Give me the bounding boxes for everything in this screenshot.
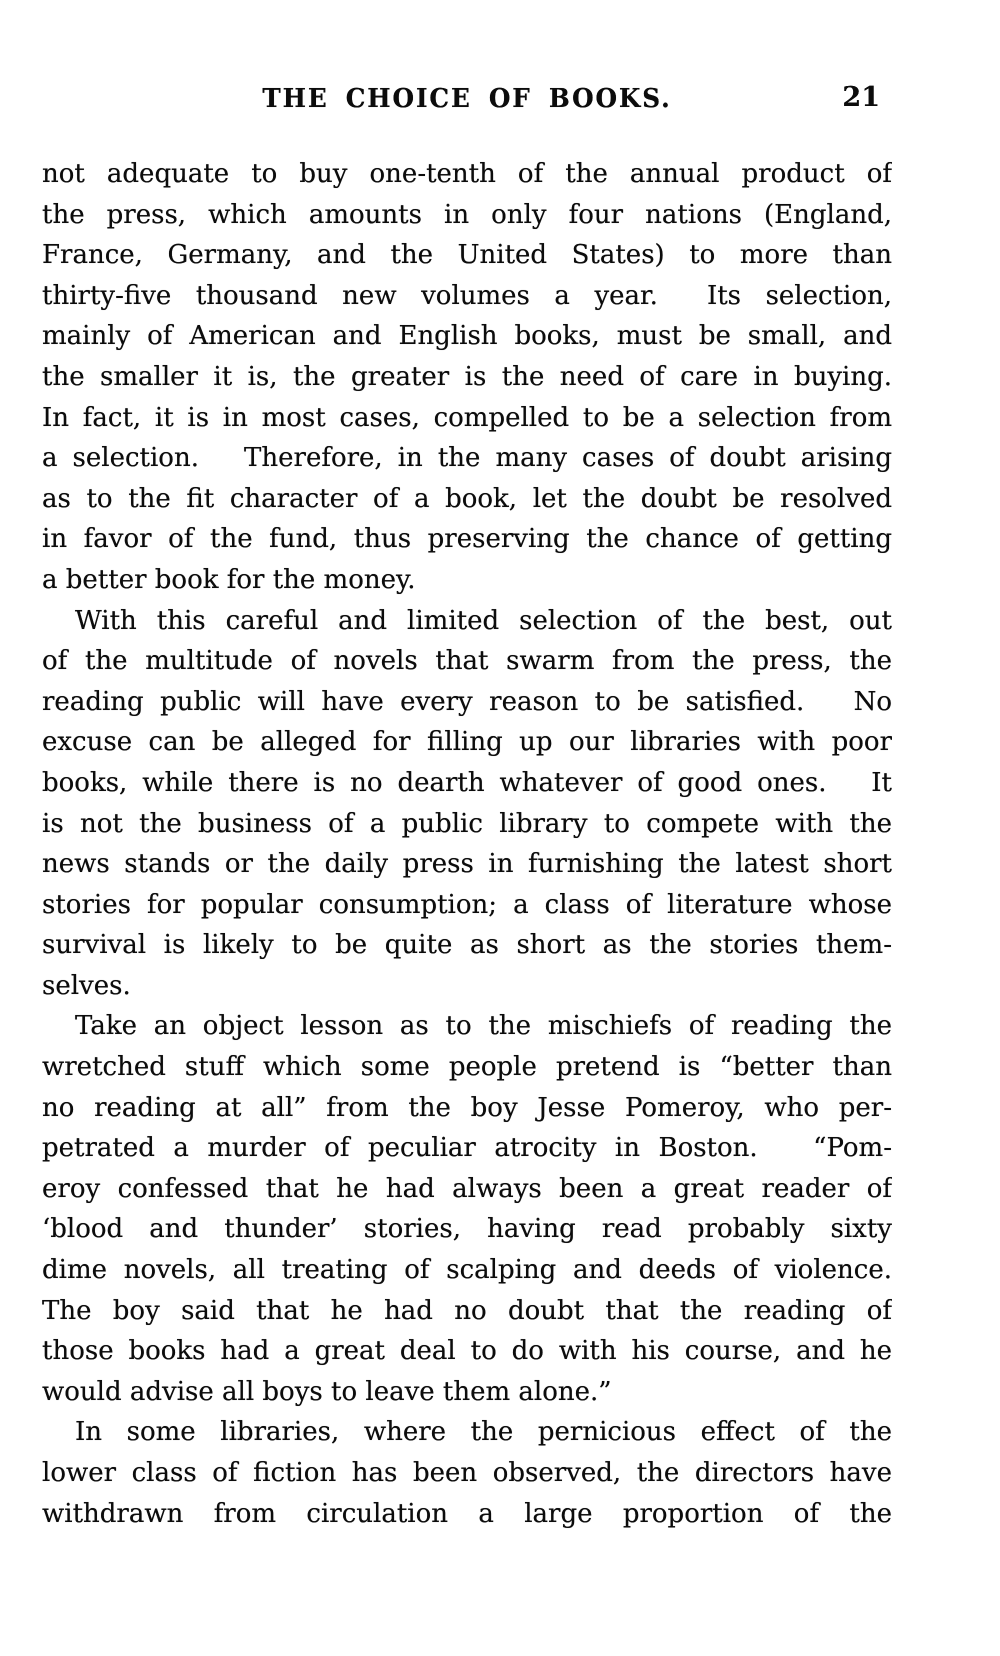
text-line: France, Germany, and the United States) to more than (42, 240, 892, 271)
paragraph (42, 1006, 892, 1412)
text-line: survival is likely to be quite as short as the stories them- (42, 930, 892, 961)
text-line: is not the business of a public library to compete with the (42, 808, 892, 839)
page-text (42, 154, 892, 1534)
text-line: petrated a murder of peculiar atrocity in Boston. “Pom- (42, 1133, 892, 1164)
text-line: ‘blood and thunder’ stories, having read probably sixty (42, 1214, 892, 1245)
text-line: excuse can be alleged for filling up our libraries with poor (42, 727, 892, 758)
text-line: wretched stuff which some people pretend is “better than (42, 1052, 892, 1083)
text-line: as to the fit character of a book, let the doubt be resolved (42, 483, 892, 514)
text-line: stories for popular consumption; a class of literature whose (42, 889, 892, 920)
text-line: selves. (42, 970, 131, 1001)
text-line: lower class of fiction has been observed, the directors have (42, 1458, 892, 1488)
text-line: In some libraries, where the pernicious effect of the (75, 1417, 892, 1448)
text-line: those books had a great deal to do with his course, and he (42, 1336, 892, 1367)
text-line: a selection. Therefore, in the many cases of doubt arising (42, 443, 892, 474)
text-line: in favor of the fund, thus preserving the chance of getting (42, 524, 892, 555)
running-header (42, 84, 892, 118)
text-line: In fact, it is in most cases, compelled to be a selection from (42, 402, 892, 433)
text-line: Take an object lesson as to the mischiefs of reading the (75, 1011, 892, 1042)
text-line: With this careful and limited selection of the best, out (75, 605, 892, 636)
paragraph (42, 601, 892, 1007)
page-number: 21 (842, 82, 880, 113)
text-line: no reading at all” from the boy Jesse Pomeroy, who per- (42, 1092, 892, 1123)
text-line: thirty-five thousand new volumes a year. Its selection, (42, 280, 892, 311)
text-line: would advise all boys to leave them alone.” (42, 1376, 612, 1407)
text-line: eroy confessed that he had always been a great reader of (42, 1173, 892, 1204)
text-line: The boy said that he had no doubt that the reading of (42, 1295, 892, 1326)
text-line: the smaller it is, the greater is the need of care in buying. (42, 361, 892, 392)
text-line: withdrawn from circulation a large proportion of the (42, 1498, 892, 1529)
text-line: news stands or the daily press in furnishing the latest short (42, 849, 892, 880)
text-line: mainly of American and English books, must be small, and (42, 321, 892, 352)
paragraph (42, 154, 892, 601)
text-line: reading public will have every reason to be satisfied. No (42, 686, 892, 717)
text-line: the press, which amounts in only four nations (England, (42, 199, 892, 230)
header-title: THE CHOICE OF BOOKS. (262, 84, 672, 114)
text-line: not adequate to buy one-tenth of the annual product of (42, 159, 892, 189)
paragraph (42, 1412, 892, 1534)
text-line: dime novels, all treating of scalping and deeds of violence. (42, 1255, 892, 1286)
text-line: a better book for the money. (42, 564, 416, 595)
text-line: books, while there is no dearth whatever of good ones. It (42, 767, 892, 798)
text-line: of the multitude of novels that swarm from the press, the (42, 646, 892, 677)
